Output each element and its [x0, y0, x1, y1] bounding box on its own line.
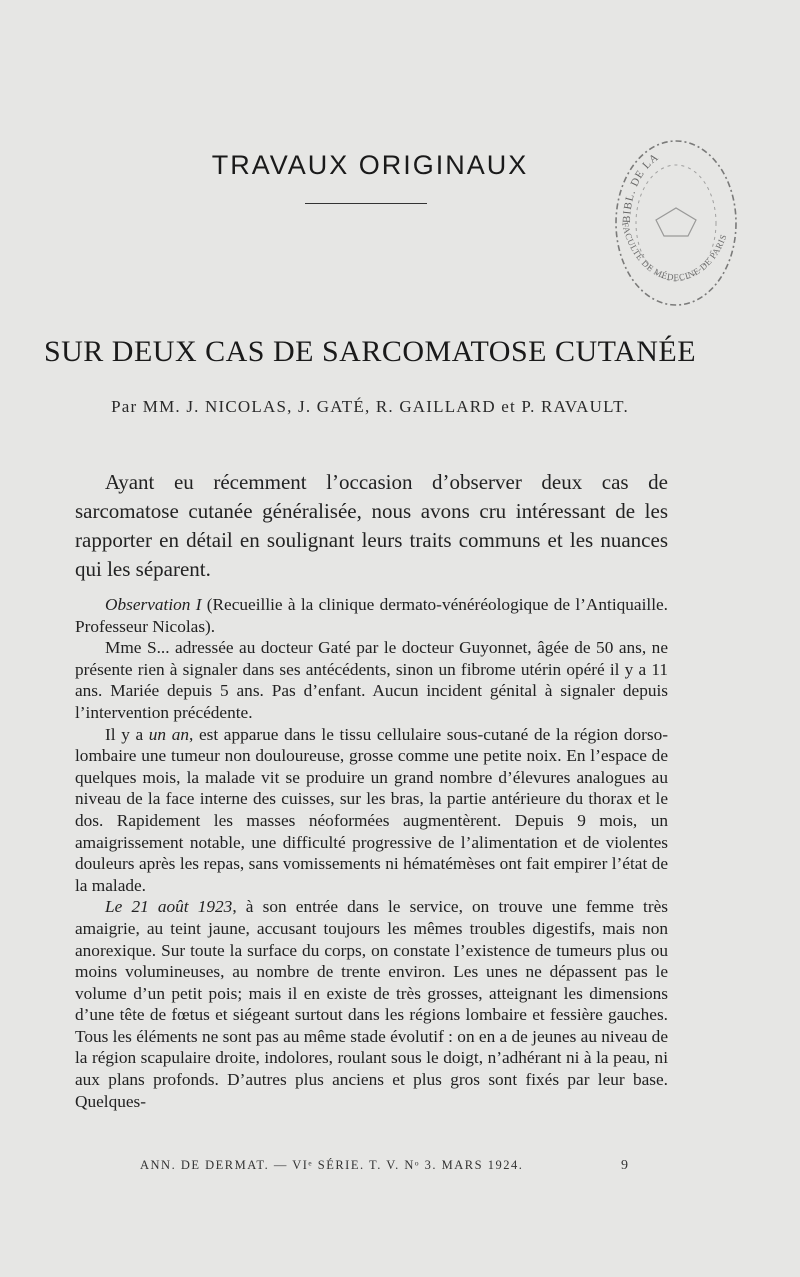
title-rule [305, 203, 427, 204]
emphasis: un an [148, 724, 189, 744]
body-paragraph: Il y a un an, est apparue dans le tissu cellulaire sous-cutané de la région dorso-lombaire une tumeur non douloureuse, grosse comme une petite noix. En l’espace de quelques mois, la malade vit se produire un grand nombre d’élevures analogues au niveau de la face interne des cuisses, sur les bras, la partie antérieure du thorax et le dos. Rapidement les masses néoformées augmentèrent. Depuis 9 mois, un amaigrissement notable, une difficulté progressive de l’alimentation et de violentes douleurs après les repas, sans vomissements ni hématémèses ont fait empirer l’état de la malade. [75, 724, 668, 895]
intro-paragraph: Ayant eu récemment l’occasion d’observer deux cas de sarcomatose cutanée généralisée, nous avons cru intéressant de les rapporter en détail en soulignant leurs traits communs et les nuances qui les séparent. [75, 470, 668, 581]
stamp-text-bottom: FACULTÉ DE MÉDECINE DE PARIS [620, 221, 729, 283]
stamp-text-top: BIBL. DE LA [620, 151, 662, 224]
library-stamp [608, 128, 743, 318]
observation-heading [75, 594, 668, 637]
article-authors: Par MM. J. NICOLAS, J. GATÉ, R. GAILLARD et P. RAVAULT. [111, 397, 629, 416]
body-paragraph: Mme S... adressée au docteur Gaté par le docteur Guyonnet, âgée de 50 ans, ne présente rien à signaler dans ses antécédents, sinon un fibrome utérin opéré il y a 11 ans. Mariée depuis 5 ans. Pas d’enfant. Aucun incident génital à signaler depuis l’intervention précédente. [75, 638, 668, 722]
article-intro [75, 468, 668, 584]
body-paragraph: Le 21 août 1923, à son entrée dans le service, on trouve une femme très amaigrie, au teint jaune, accusant toujours les mêmes troubles digestifs, mais non anorexique. Sur toute la surface du corps, on constate l’existence de tumeurs plus ou moins volumineuses, au nombre de trente environ. Les unes ne dépassent pas le volume d’un petit pois; mais il en existe de très grosses, atteignant les dimensions d’une tête de fœtus et siégeant surtout dans les régions lombaire et fessière gauches. Tous les éléments ne sont pas au même stade évolutif : on en a de jeunes au niveau de la région scapulaire droite, indolores, roulant sous le doigt, n’adhérant ni à la peau, ni aux plans profonds. D’autres plus anciens et plus gros sont fixés par leur base. Quelques- [75, 897, 668, 1111]
observation-source: (Recueillie à la clinique dermato-vénéréologique de l’Antiquaille. Professeur Nicolas). [75, 595, 668, 636]
svg-text:BIBL. DE LA [621, 151, 661, 223]
page-footer [140, 1158, 628, 1173]
page-number: 9 [621, 1158, 628, 1173]
article-title: SUR DEUX CAS DE SARCOMATOSE CUTANÉE [43, 335, 697, 368]
section-title: TRAVAUX ORIGINAUX [211, 150, 529, 180]
journal-citation: ANN. DE DERMAT. — VIᵉ SÉRIE. T. V. Nᵒ 3. MARS 1924. [140, 1158, 524, 1172]
observation-label: Observation I [105, 595, 202, 614]
date-emphasis: Le 21 août 1923 [105, 897, 233, 917]
article-body [75, 594, 668, 1112]
